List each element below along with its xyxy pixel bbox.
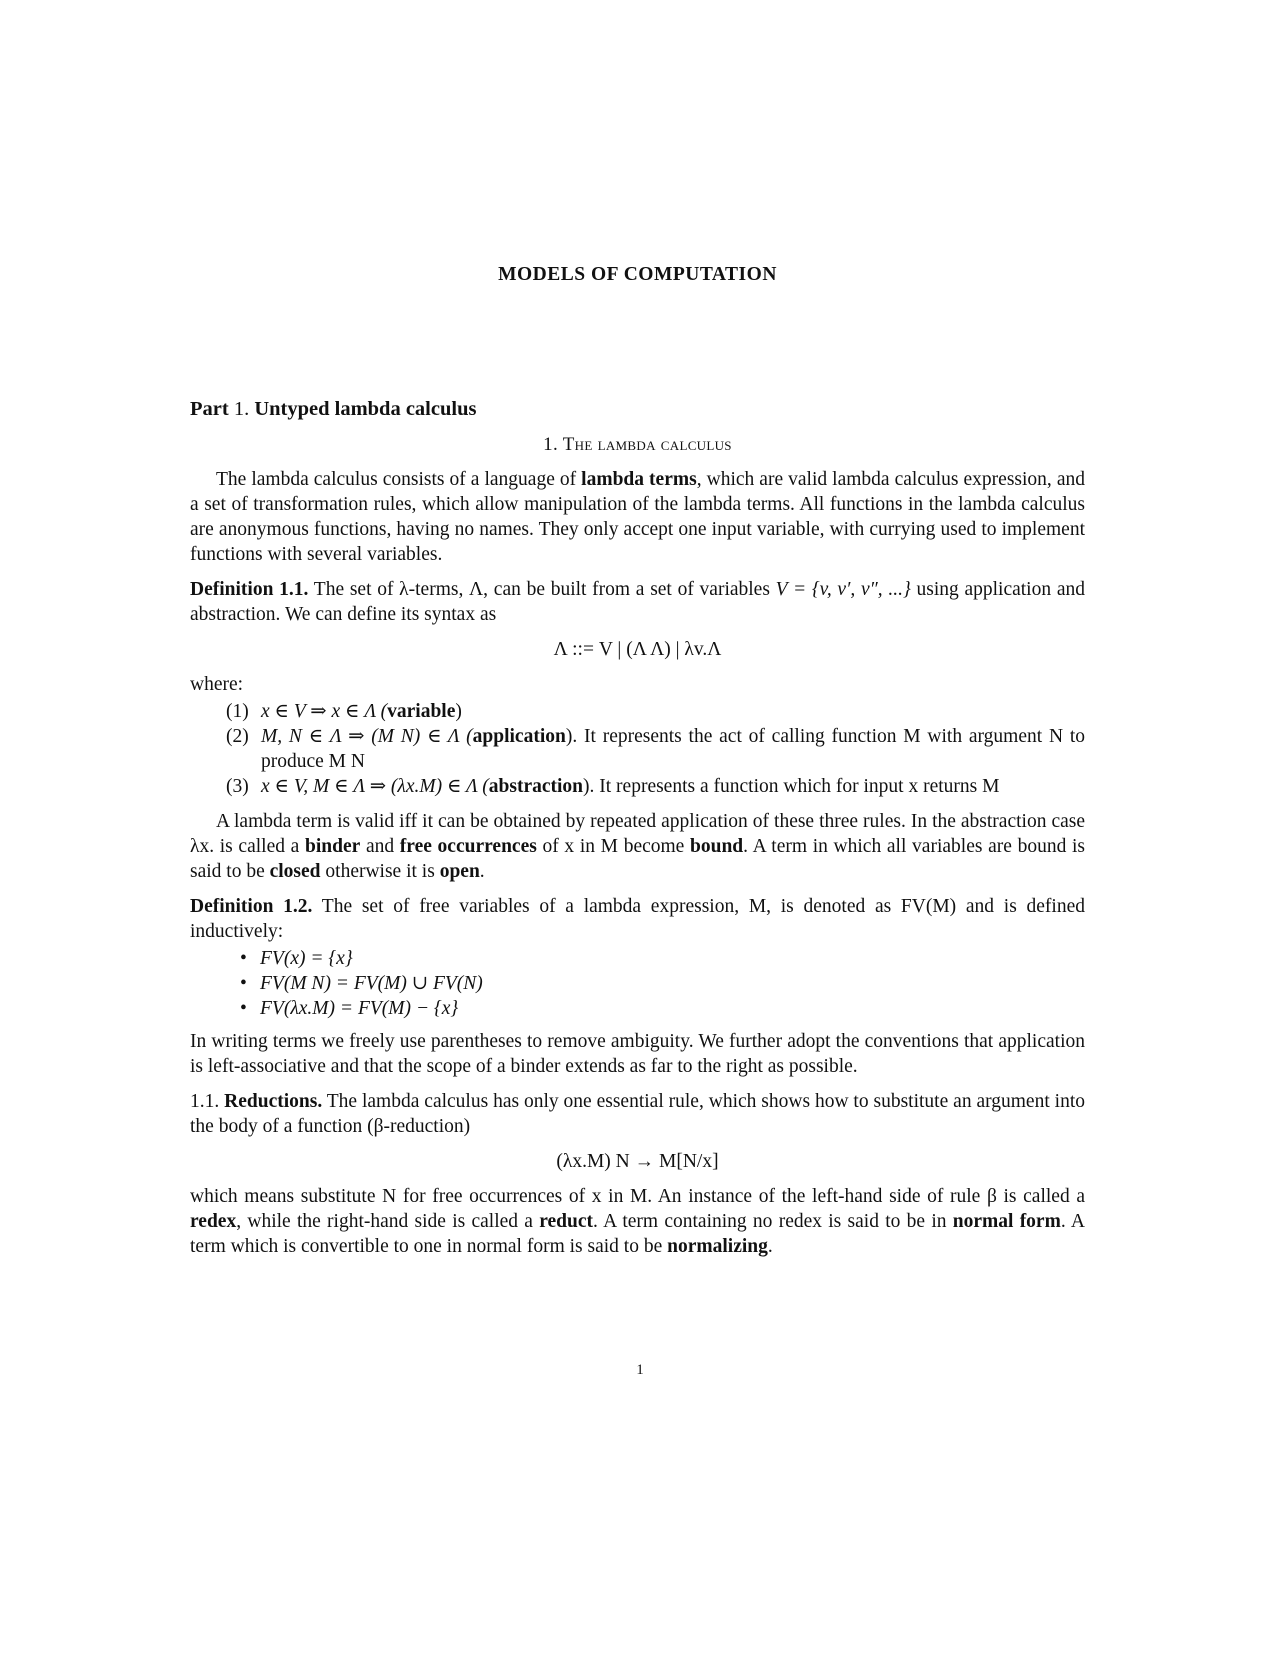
reductions-text: The lambda calculus has only one essential rule, which shows how to substitute an argument into the body of a function (β-reduction) [190, 1091, 1085, 1137]
rule-math: M, N ∈ Λ ⇒ (M N) ∈ Λ ( [261, 726, 473, 747]
rule-text: ). It represents a function which for input x returns M [583, 776, 1000, 797]
reductions-subsection [190, 1089, 1085, 1139]
definition-1-1-label: Definition 1.1. [190, 579, 309, 600]
rule-term: abstraction [488, 776, 584, 797]
redex-paragraph [190, 1184, 1085, 1259]
section-title: The lambda calculus [562, 434, 732, 455]
part-heading [190, 397, 1085, 422]
term-normal-form: normal form [952, 1211, 1061, 1232]
subsection-number: 1.1. [190, 1091, 220, 1112]
fv-rule: FV(λx.M) = FV(M) − {x} [260, 998, 459, 1019]
definition-1-2-text: The set of free variables of a lambda expression, M, is denoted as FV(M) and is defined inductively: [190, 896, 1085, 942]
syntax-display: Λ ::= V | (Λ Λ) | λv.Λ [553, 639, 722, 660]
term-binder: binder [305, 836, 361, 857]
paper-page [190, 262, 1085, 1269]
rule-math: x ∈ V, M ∈ Λ ⇒ (λx.M) ∈ Λ ( [261, 776, 489, 797]
rule-item [226, 699, 1085, 724]
term-normalizing: normalizing [667, 1236, 768, 1257]
redex-text: . A term containing no redex is said to be in [593, 1211, 953, 1232]
intro-paragraph [190, 467, 1085, 567]
validity-text: and [360, 836, 400, 857]
redex-text: , while the right-hand side is called a [236, 1211, 540, 1232]
definition-1-1 [190, 577, 1085, 627]
rule-number: (1) [226, 701, 249, 722]
list-item [240, 971, 1085, 996]
conventions-paragraph: In writing terms we freely use parentheses to remove ambiguity. We further adopt the conventions that application is left-associative and that the scope of a binder extends as far to the right as possible. [190, 1031, 1085, 1077]
section-number: 1. [543, 434, 559, 455]
list-item [240, 996, 1085, 1021]
rule-item [226, 724, 1085, 774]
variable-set: V = {v, v′, v″, ...} [775, 579, 911, 600]
beta-reduction-display: (λx.M) N → M[N/x] [556, 1151, 719, 1172]
term-lambda-terms: lambda terms [581, 469, 697, 490]
term-open: open [439, 861, 480, 882]
fv-rule: FV(x) = {x} [260, 948, 353, 969]
rule-number: (3) [226, 776, 249, 797]
validity-text: otherwise it is [320, 861, 440, 882]
section-heading [190, 432, 1085, 457]
rule-math: x ∈ V ⇒ x ∈ Λ ( [261, 701, 388, 722]
subsection-title: Reductions. [224, 1091, 323, 1112]
rule-term: variable [387, 701, 456, 722]
validity-text: . A term in which all variables are bound is said to be [190, 836, 1086, 882]
term-reduct: reduct [539, 1211, 594, 1232]
definition-1-2-label: Definition 1.2. [190, 896, 313, 917]
definition-1-2 [190, 894, 1085, 944]
where-label: where: [190, 674, 244, 695]
rule-text: ). It represents the act of calling function M with argument N to produce M N [261, 726, 1085, 772]
redex-text: . A term which is convertible to one in normal form is said to be [190, 1211, 1085, 1257]
part-title: Untyped lambda calculus [254, 398, 477, 420]
intro-text-1: The lambda calculus consists of a language of [216, 469, 582, 490]
list-item [240, 946, 1085, 971]
page-number: 1 [636, 1362, 644, 1378]
validity-text: A lambda term is valid iff it can be obtained by repeated application of these three rules. In the abstraction case λx. is called a [190, 811, 1085, 857]
redex-text: . [767, 1236, 773, 1257]
rule-item [226, 774, 1085, 799]
rule-number: (2) [226, 726, 249, 747]
redex-text: which means substitute N for free occurrences of x in M. An instance of the left-hand side of rule β is called a [190, 1186, 1085, 1207]
rule-text: ) [455, 701, 462, 722]
rule-term: application [472, 726, 566, 747]
part-number: 1. [233, 398, 250, 420]
term-closed: closed [269, 861, 321, 882]
validity-text: . [479, 861, 485, 882]
document-title: MODELS OF COMPUTATION [498, 264, 777, 285]
validity-text: of x in M become [536, 836, 691, 857]
intro-text-2: , which are valid lambda calculus expression, and a set of transformation rules, which allow manipulation of the lambda terms. All functions in the lambda calculus are anonymous functions, having no names. They only accept one input variable, with currying used to implement functions with several variables. [190, 469, 1085, 565]
term-redex: redex [190, 1211, 237, 1232]
definition-1-1-text-a: The set of λ-terms, Λ, can be built from a set of variables [308, 579, 776, 600]
part-prefix: Part [190, 398, 229, 420]
rules-list [190, 699, 1085, 799]
free-variables-list [190, 946, 1085, 1021]
validity-paragraph [190, 809, 1085, 884]
term-free-occurrences: free occurrences [399, 836, 537, 857]
term-bound: bound [690, 836, 744, 857]
definition-1-1-text-b: using application and abstraction. We can define its syntax as [190, 579, 1085, 625]
fv-rule: FV(M N) = FV(M) ∪ FV(N) [260, 973, 483, 994]
